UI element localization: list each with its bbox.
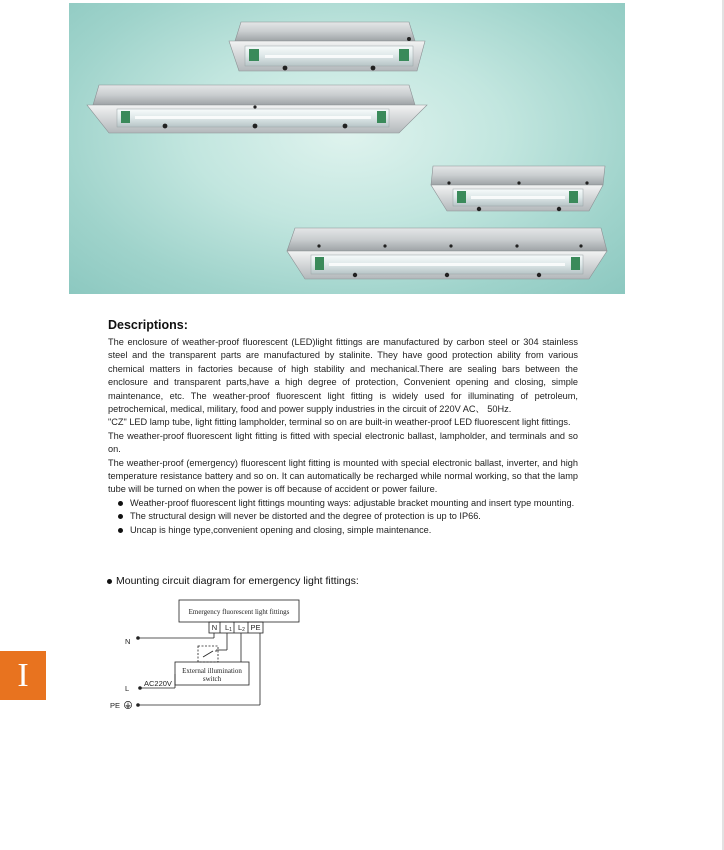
fixture-long-surface (287, 228, 607, 279)
terminal-l2: L2 (238, 623, 245, 633)
fixture-top (229, 22, 425, 71)
description-paragraph: The enclosure of weather-proof fluorescent (LED)light fittings are manufactured by carbon steel or 304 stainless steel and the transparent parts are manufactured by stalinite. They have good protection ability from various chemical matters in factories because of high stability and mechanical.There are sealing bars between the enclosure and transparent parts,have a high degree of protection, Convenient opening and closing, simple maintenance, etc. The weather-proof fluorescent light fitting is widely used for illuminating of petroleum, petrochemical, medical, military, food and power supply industries in the circuit of 220V AC、 50Hz. (108, 337, 578, 415)
line-l-label: L (125, 684, 130, 693)
fitting-label: Emergency fluorescent light fittings (188, 608, 290, 616)
mounting-title (107, 575, 359, 587)
feature-item: The structural design will never be distorted and the degree of protection is up to IP66. (108, 510, 578, 523)
switch-label-line1: External illumination (182, 667, 242, 675)
fixture-long-framed (87, 85, 427, 133)
description-paragraph: The weather-proof fluorescent light fitting is fitted with special electronic ballast, lampholder, and terminals and so on. (108, 430, 578, 455)
section-heading: Descriptions: (108, 318, 188, 332)
switch-label-line2: switch (202, 675, 222, 683)
section-tab: I (0, 651, 46, 700)
fixture-short (431, 166, 605, 211)
bullet-icon (107, 579, 112, 584)
circuit-diagram (100, 595, 320, 715)
voltage-label: AC220V (144, 679, 172, 688)
feature-list (108, 497, 578, 537)
ground-icon (124, 701, 131, 708)
description-body (108, 336, 578, 537)
description-paragraph: "CZ" LED lamp tube, light fitting lampholder, terminal so on are built-in weather-proof LED fluorescent light fittings. (108, 417, 571, 428)
terminal-n: N (211, 623, 218, 632)
mounting-title-text: Mounting circuit diagram for emergency light fittings: (116, 575, 359, 587)
line-pe-label: PE (110, 701, 121, 710)
terminal-l1: L1 (225, 623, 232, 633)
feature-item: Uncap is hinge type,convenient opening and closing, simple maintenance. (108, 524, 578, 537)
description-paragraph: The weather-proof (emergency) fluorescent light fitting is mounted with special electronic ballast, inverter, and high temperature resistance battery and so on. It can automatically be recharged while normal working, so that the lamp tube will be turned on when the power is off because of accident or power failure. (108, 457, 578, 495)
terminal-pe: PE (250, 623, 261, 632)
feature-item: Weather-proof fluorescent light fittings mounting ways: adjustable bracket mounting and insert type mounting. (108, 497, 578, 510)
product-photo (69, 3, 625, 294)
line-n-label: N (125, 637, 131, 646)
